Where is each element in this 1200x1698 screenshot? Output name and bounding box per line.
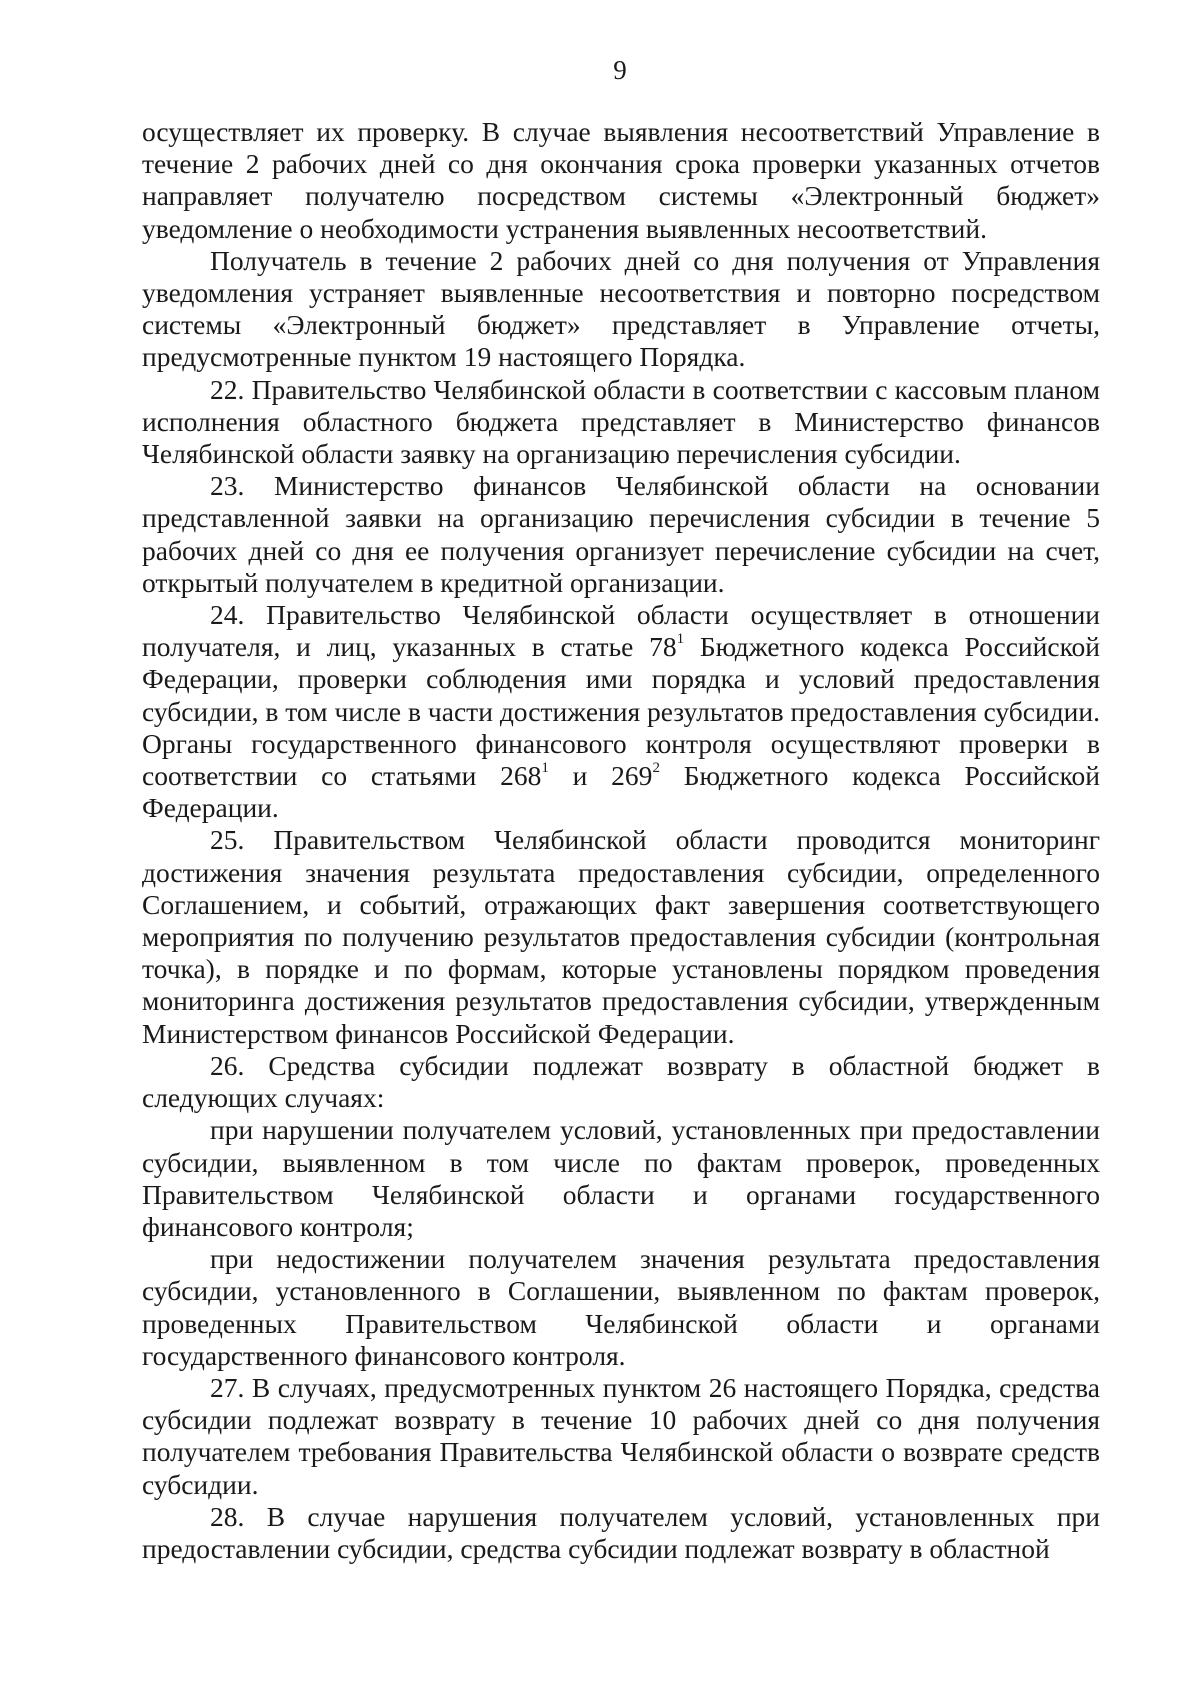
paragraph-recipient-notification: Получатель в течение 2 рабочих дней со дня получения от Управления уведомления устраняет выявленные несоответствия и повторно посредством системы «Электронный бюджет» представляет в Управление отчеты, предусмотренные пунктом 19 настоящего Порядка.	[142, 244, 1100, 373]
paragraph-24-part4: Бюджетного кодекса Российской Федерации.	[142, 760, 1100, 824]
footnote-mark: 1	[676, 631, 685, 648]
document-body	[142, 116, 1100, 1565]
paragraph-24	[142, 599, 1100, 824]
paragraph-26-case-violation: при нарушении получателем условий, установленных при предоставлении субсидии, выявленном в том числе по фактам проверок, проведенных Правительством Челябинской области и органами государственного финансового контроля;	[142, 1114, 1100, 1242]
paragraph-23: 23. Министерство финансов Челябинской области на основании представленной заявки на организацию перечисления субсидии в течение 5 рабочих дней со дня ее получения организует перечисление субсидии на счет, открытый получателем в кредитной организации.	[142, 470, 1100, 598]
paragraph-26-case-non-achievement: при недостижении получателем значения результата предоставления субсидии, установленного в Соглашении, выявленном по фактам проверок, проведенных Правительством Челябинской области и органами государственного финансового контроля.	[142, 1243, 1100, 1371]
paragraph-26: 26. Средства субсидии подлежат возврату в областной бюджет в следующих случаях:	[142, 1049, 1100, 1114]
footnote-mark: 2	[652, 759, 660, 776]
page-number: 9	[613, 55, 627, 85]
paragraph-28: 28. В случае нарушения получателем условий, установленных при предоставлении субсидии, средства субсидии подлежат возврату в областной	[142, 1500, 1100, 1564]
paragraph-25: 25. Правительством Челябинской области проводится мониторинг достижения значения результата предоставления субсидии, определенного Соглашением, и событий, отражающих факт завершения соответствующего мероприятия по получению результатов предоставления субсидии (контрольная точка), в порядке и по формам, которые установлены порядком проведения мониторинга достижения результатов предоставления субсидии, утвержденным Министерством финансов Российской Федерации.	[142, 824, 1100, 1049]
footnote-mark: 1	[541, 759, 549, 776]
paragraph-continuation: осуществляет их проверку. В случае выявления несоответствий Управление в течение 2 рабочих дней со дня окончания срока проверки указанных отчетов направляет получателю посредством системы «Электронный бюджет» уведомление о необходимости устранения выявленных несоответствий.	[142, 116, 1100, 244]
paragraph-24-part2: Бюджетного кодекса Российской Федерации, проверки соблюдения ими порядка и условий предоставления субсидии, в том числе в части достижения результатов предоставления субсидии. Органы государственного финансового контроля осуществляют проверки в соответствии со статьями 268	[142, 631, 1101, 792]
paragraph-27: 27. В случаях, предусмотренных пунктом 26 настоящего Порядка, средства субсидии подлежат возврату в течение 10 рабочих дней со дня получения получателем требования Правительства Челябинской области о возврате средств субсидии.	[142, 1371, 1100, 1500]
paragraph-24-part3: и 269	[548, 760, 653, 792]
paragraph-24-part1: 24. Правительство Челябинской области осуществляет в отношении получателя, и лиц, указанных в статье 78	[142, 599, 1100, 663]
paragraph-22: 22. Правительство Челябинской области в соответствии с кассовым планом исполнения областного бюджета представляет в Министерство финансов Челябинской области заявку на организацию перечисления субсидии.	[142, 373, 1100, 470]
